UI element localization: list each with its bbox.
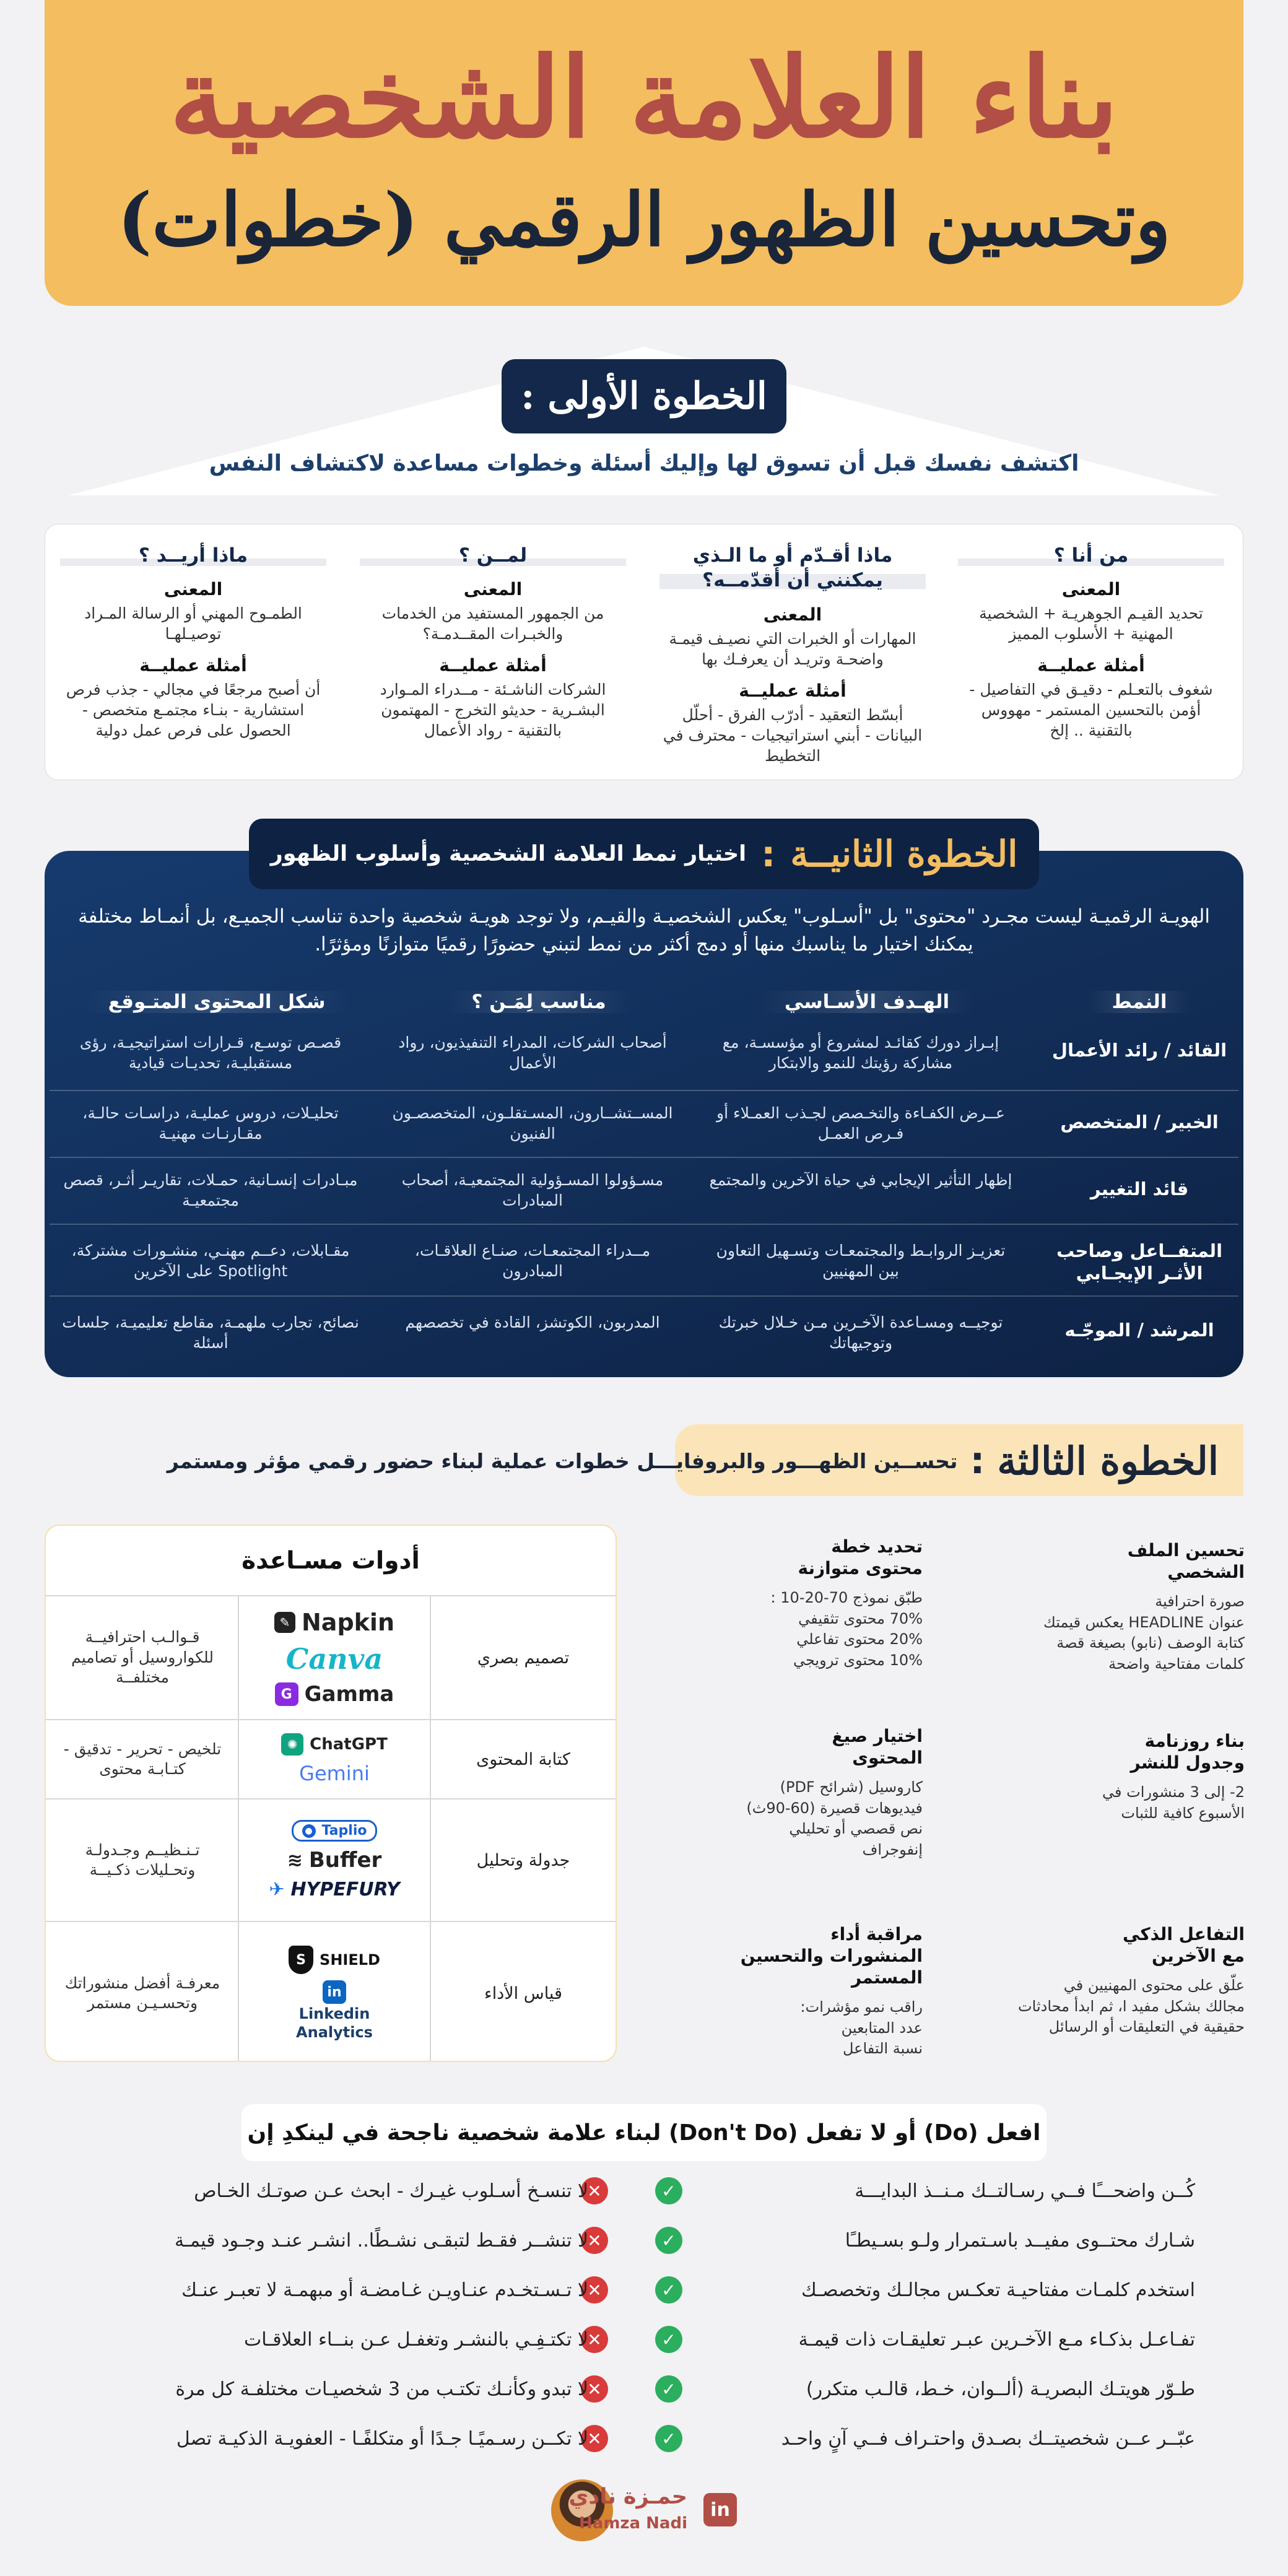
row-divider — [50, 1157, 1238, 1158]
meaning-text: تحديد القيـم الجوهريـة + الشخصية المهنية + الأسلوب المميز — [979, 604, 1203, 643]
tools-row — [46, 1719, 616, 1798]
napkin-icon: ✎ — [274, 1612, 295, 1633]
do-dont-row — [93, 2370, 1195, 2408]
tools-title: أدوات مسـاعدة — [242, 1547, 420, 1575]
meaning-label: المعنى — [163, 579, 223, 600]
tools-row — [46, 1921, 616, 2062]
linkedin-icon[interactable]: in — [703, 2493, 737, 2526]
table-cell: نصائح، تجارب ملهمـة، مقاطع تعليميـة، جلسات أسئلة — [62, 1313, 359, 1352]
do-text: عبّــر عــن شخصيتــك بصـدق واحتـراف فــي آنٍ واحـد — [781, 2427, 1195, 2450]
do-dont-row — [93, 2271, 1195, 2308]
tip-engagement: التفاعل الذكي مع الآخرين علّق على محتوى المهنيين في مجالك بشكل مفيد ا، ثم ابدأ محادثات حقيقية في التعليقات أو الرسائل — [1018, 1924, 1245, 2036]
step1-column — [360, 543, 626, 741]
cross-icon: ✕ — [581, 2375, 608, 2403]
dont-text: لا تـسـتخـدم عنـاويـن غـامضـة أو مبهمـة لا تعبـر عنـك — [181, 2279, 588, 2301]
step2-separator: : — [761, 833, 776, 875]
step1-question: لمــن ؟ — [360, 543, 626, 568]
do-text: كُــن واضحـــًا فــي رسـالتــك مـنــذ البدايـــة — [855, 2180, 1195, 2202]
style-name: المرشد / الموجّـه — [1064, 1320, 1214, 1341]
step1-column — [60, 543, 326, 741]
row-divider — [50, 1224, 1238, 1225]
table-cell: توجيــه ومسـاعدة الآخـرين مـن خـلال خبرتك وتوجيهاتك — [718, 1313, 1003, 1352]
gemini-logo: Gemini — [299, 1762, 370, 1785]
table-cell: إظهار التأثير الإيجابي في حياة الآخرين والمجتمع — [709, 1171, 1012, 1189]
linkedin-analytics-logo: in Linkedin Analytics — [296, 1980, 373, 2041]
tools-row — [46, 1595, 616, 1719]
check-icon: ✓ — [655, 2276, 682, 2304]
step3-subtitle: تحســين الظهـــور والبروفايـــل خطوات عملية لبناء حضور رقمي مؤثر ومستمر — [167, 1448, 958, 1473]
table-cell: تحليـلات، دروس عمليـة، دراسـات حالـة، مقـارنـات مهنيـة — [82, 1104, 339, 1142]
table-header: مناسب لِمَـن ؟ — [384, 991, 694, 1014]
style-name: المتفــاعل وصاحب الأثـر الإيجـابي — [1056, 1240, 1223, 1284]
table-header: الهـدف الأسـاسي — [706, 991, 1028, 1014]
tip-monitoring: مراقبة أداء المنشورات والتحسين المستمر راقب نمو مؤشرات: عدد المتابعين نسبة التفاعل — [740, 1924, 923, 2058]
table-cell: قصـص توسـع، قـرارات استراتيجيـة، رؤى مستقبليـة، تحديـات قيادية — [79, 1033, 342, 1072]
table-cell: تعزيـز الروابـط والمجتمعـات وتسـهيل التعاون بين المهنيين — [716, 1242, 1006, 1280]
check-icon: ✓ — [655, 2425, 682, 2452]
step1-question: ماذا أقـدّم أو ما الـذي يمكنني أن أقدّمــه؟ — [659, 543, 926, 593]
tool-category: تصميم بصري — [430, 1596, 616, 1719]
do-text: تفـاعـل بذكـاء مـع الآخـرين عبـر تعليقـات ذات قيمـة — [798, 2328, 1195, 2351]
canva-logo: Canva — [285, 1642, 383, 1676]
tool-logos — [238, 1596, 430, 1719]
step1-badge: الخطوة الأولى : — [502, 359, 786, 433]
tool-category: قياس الأداء — [430, 1922, 616, 2062]
step2-intro: الهويـة الرقميـة ليست مجـرد "محتوى" بل "أسـلوب" يعكس الشخصيـة والقيـم، ولا توجد هويـة شخصية واحدة تناسب الجميـع، بل أنمـاط مختلفة يمكنك اختيار ما يناسبك منها أو دمج أكثر من نمط لتبني حضورًا رقميًا متوازنًا ومؤثرًا. — [78, 905, 1210, 955]
do-dont-row — [93, 2222, 1195, 2259]
do-dont-title: افعل (Do) أو لا تفعل (Don't Do) لبناء علامة شخصية ناجحة في لينكدِ إن — [242, 2104, 1046, 2161]
do-text: استخدم كلمـات مفتاحيـة تعكـس مجالـك وتخصصـك — [801, 2279, 1195, 2301]
meaning-text: الطمـوح المهني أو الرسالة المـراد توصيـلهـا — [84, 604, 302, 643]
tool-description: قـوالـب احترافيــة للكواروسيل أو تصاميم مختلفــة — [71, 1628, 214, 1687]
tip-content-plan: تحديد خطة محتوى متوازنة طبّق نموذج 70-20-10 : 70% محتوى تثقيفي 20% محتوى تفاعلي 10% محتوى ترويجي — [770, 1536, 923, 1669]
meaning-label: المعنى — [763, 604, 822, 625]
style-name: قائد التغيير — [1090, 1178, 1189, 1199]
tool-category: كتابة المحتوى — [430, 1720, 616, 1798]
check-icon: ✓ — [655, 2177, 682, 2204]
cross-icon: ✕ — [581, 2177, 608, 2204]
examples-text: شغوف بالتعـلم - دقيـق في التفاصيل - أؤمن بالتحسين المستمر - مهووس بالتقنية .. إلخ — [969, 681, 1213, 740]
dont-text: لا تنشــر فقـط لتبقـى نشـطًا.. انشـر عنـد وجـود قيمـة — [175, 2229, 588, 2252]
dont-text: لا تنسـخ أسـلوب غيـرك - ابحث عـن صوتـك الخـاص — [194, 2180, 588, 2202]
author-name-ar: حمـزة نادي — [568, 2484, 687, 2509]
tip-formats: اختيار صيغ المحتوى كاروسيل (شرائح PDF) فيديوهات قصيرة (60-90ث) نص قصصي أو تحليلي إنفوجراف — [746, 1726, 923, 1858]
tip-calendar: بناء روزنامة وجدول للنشر 2- إلى 3 منشورات في الأسبوع كافية للثبات — [1102, 1731, 1245, 1822]
tool-description: معرفـة أفضل منشوراتك وتحسـيـن مستمر — [64, 1973, 220, 2012]
do-text: طـوّر هويتـك البصريـة (ألــوان، خـط، قالـب متكرر) — [806, 2378, 1195, 2400]
examples-text: أن أصبح مرجعًا في مجالي - جذب فرص استشارية - بنـاء مجتمـع متخصص - الحصول على فرص عمل دولية — [66, 681, 321, 740]
cross-icon: ✕ — [581, 2227, 608, 2254]
chatgpt-logo: ✺ ChatGPT — [281, 1733, 388, 1756]
cross-icon: ✕ — [581, 2326, 608, 2353]
gamma-logo: G Gamma — [275, 1682, 394, 1707]
style-name: القائد / رائد الأعمال — [1051, 1040, 1227, 1061]
table-cell: أصحاب الشركات، المدراء التنفيذيون، رواد الأعمال — [398, 1033, 667, 1072]
header-banner — [45, 0, 1243, 306]
table-cell: عــرض الكفـاءة والتخـصص لجـذب العمـلاء أو فـرص العمـل — [716, 1104, 1005, 1142]
tool-category: جدولة وتحليل — [430, 1799, 616, 1921]
check-icon: ✓ — [655, 2375, 682, 2403]
step3-separator: : — [970, 1439, 985, 1482]
do-dont-row — [93, 2172, 1195, 2209]
step2-subtitle: اختيار نمط العلامة الشخصية وأسلوب الظهور — [270, 842, 747, 866]
tools-row — [46, 1798, 616, 1921]
hypefury-logo: ✈ HYPEFURY — [269, 1879, 400, 1900]
table-cell: مبـادرات إنسـانية، حمـلات، تقاريـر أثـر، قصص مجتمعيـة — [63, 1171, 358, 1209]
meaning-label: المعنى — [463, 579, 523, 600]
examples-label: أمثلة عمليــة — [439, 655, 547, 676]
table-cell: مقـابلات، دعــم مهنـي، منشـورات مشتركة، Spotlight على الآخرين — [71, 1242, 350, 1280]
row-divider — [50, 1090, 1238, 1091]
do-dont-row — [93, 2321, 1195, 2358]
step1-intro: اكتشف نفسك قبل أن تسوق لها وإليك أسئلة وخطوات مساعدة لاكتشاف النفس — [209, 451, 1079, 476]
table-cell: المســتشــارون، المسـتقلـون، المتخصصـون الفنيون — [392, 1104, 673, 1142]
row-divider — [50, 1295, 1238, 1297]
step2-badge — [249, 819, 1039, 889]
examples-text: أبسّط التعقيد - أدرّب الفرق - أحلّل البيانات - أبني استراتيجيات - محترف في التخطيط — [663, 705, 923, 765]
page-title: بناء العلامة الشخصية — [169, 33, 1119, 162]
table-header: النمط — [1040, 991, 1238, 1014]
step3-heading — [45, 1427, 1243, 1495]
examples-text: الشركات الناشـئة - مــدراء المـوارد البشـرية - حديثو التخرج - المهتمون بالتقنية - رواد الأعمال — [380, 681, 606, 740]
tool-logos — [238, 1720, 430, 1798]
step3-title: الخطوة الثالثة — [997, 1438, 1219, 1484]
table-cell: إبـراز دورك كقائـد لمشروع أو مؤسسـة، مع مشاركة رؤيتك للنمو والابتكار — [722, 1033, 999, 1072]
step2-title: الخطوة الثانيــة — [790, 833, 1018, 875]
author-name-en: Hamza Nadi — [579, 2514, 687, 2533]
meaning-label: المعنى — [1061, 579, 1121, 600]
examples-label: أمثلة عمليــة — [139, 655, 247, 676]
shield-icon: S — [289, 1946, 313, 1974]
style-name: الخبير / المتخصص — [1060, 1112, 1219, 1133]
tools-table — [45, 1525, 617, 2062]
check-icon: ✓ — [655, 2326, 682, 2353]
tool-description: تلخيص - تحرير - تدقيق - كتـابـة محتوى — [63, 1739, 222, 1778]
gamma-icon: G — [275, 1682, 298, 1706]
page-subtitle: وتحسين الظهور الرقمي (خطوات) — [117, 176, 1171, 263]
table-header: شكل المحتوى المتـوقع — [62, 991, 372, 1014]
cross-icon: ✕ — [581, 2425, 608, 2452]
examples-label: أمثلة عمليــة — [739, 680, 846, 701]
examples-label: أمثلة عمليــة — [1037, 655, 1145, 676]
chatgpt-icon: ✺ — [281, 1733, 303, 1756]
table-cell: مــدراء المجتمعـات، صنـاع العلاقـات، المبادرون — [414, 1242, 651, 1280]
tool-logos — [238, 1799, 430, 1921]
do-text: شـارك محتــوى مفيــد باسـتمرار ولـو بسـيطـًا — [845, 2229, 1195, 2252]
linkedin-icon: in — [323, 1980, 346, 2004]
meaning-text: من الجمهور المستفيد من الخدمات والخبـرات المقــدمـة؟ — [381, 604, 604, 643]
buffer-icon: ≋ — [287, 1849, 303, 1871]
do-dont-row — [93, 2420, 1195, 2457]
step1-question: ماذا أريــد ؟ — [60, 543, 326, 568]
check-icon: ✓ — [655, 2227, 682, 2254]
hypefury-icon: ✈ — [269, 1879, 285, 1900]
step1-column — [659, 543, 926, 766]
step1-questions-box — [45, 524, 1243, 780]
tool-description: تـنـظيــم وجـدولـة وتحـليلات ذكـيــة — [85, 1840, 200, 1879]
dont-text: لا تكــن رسـميًـا جـدًا أو متكلفًـا - العفويـة الذكيـة تصل — [176, 2427, 588, 2450]
meaning-text: المهارات أو الخبرات التي نصيـف قيمـة واضحـة وتريـد أن يعرفـك بها — [669, 629, 916, 668]
taplio-icon: ● — [302, 1824, 316, 1838]
step1-column — [958, 543, 1224, 741]
shield-logo: S SHIELD — [289, 1946, 380, 1974]
author-footer — [545, 2477, 743, 2545]
taplio-logo: ● Taplio — [292, 1820, 378, 1842]
dont-text: لا تكتـفِـي بالنشـر وتغفـل عـن بنــاء العلاقـات — [244, 2328, 588, 2351]
table-cell: المدربون، الكوتشز، القادة في تخصصهم — [405, 1313, 660, 1331]
napkin-logo: ✎ Napkin — [274, 1609, 394, 1636]
tool-logos — [238, 1922, 430, 2062]
dont-text: لا تبدو وكأنـك تكتـب من 3 شخصيـات مختلفـة كل مرة — [175, 2378, 588, 2400]
table-cell: مسـؤولوا المسـؤولية المجتمعيـة، أصحاب المبادرات — [401, 1171, 664, 1209]
cross-icon: ✕ — [581, 2276, 608, 2304]
step1-question: من أنا ؟ — [958, 543, 1224, 568]
buffer-logo: ≋ Buffer — [287, 1848, 382, 1873]
tip-profile: تحسين الملف الشخصي صورة احترافية عنوان HEADLINE يعكس قيمتك كتابة الوصف (نابو) بصيغة قصة كلمات مفتاحية واضحة — [1043, 1540, 1245, 1673]
